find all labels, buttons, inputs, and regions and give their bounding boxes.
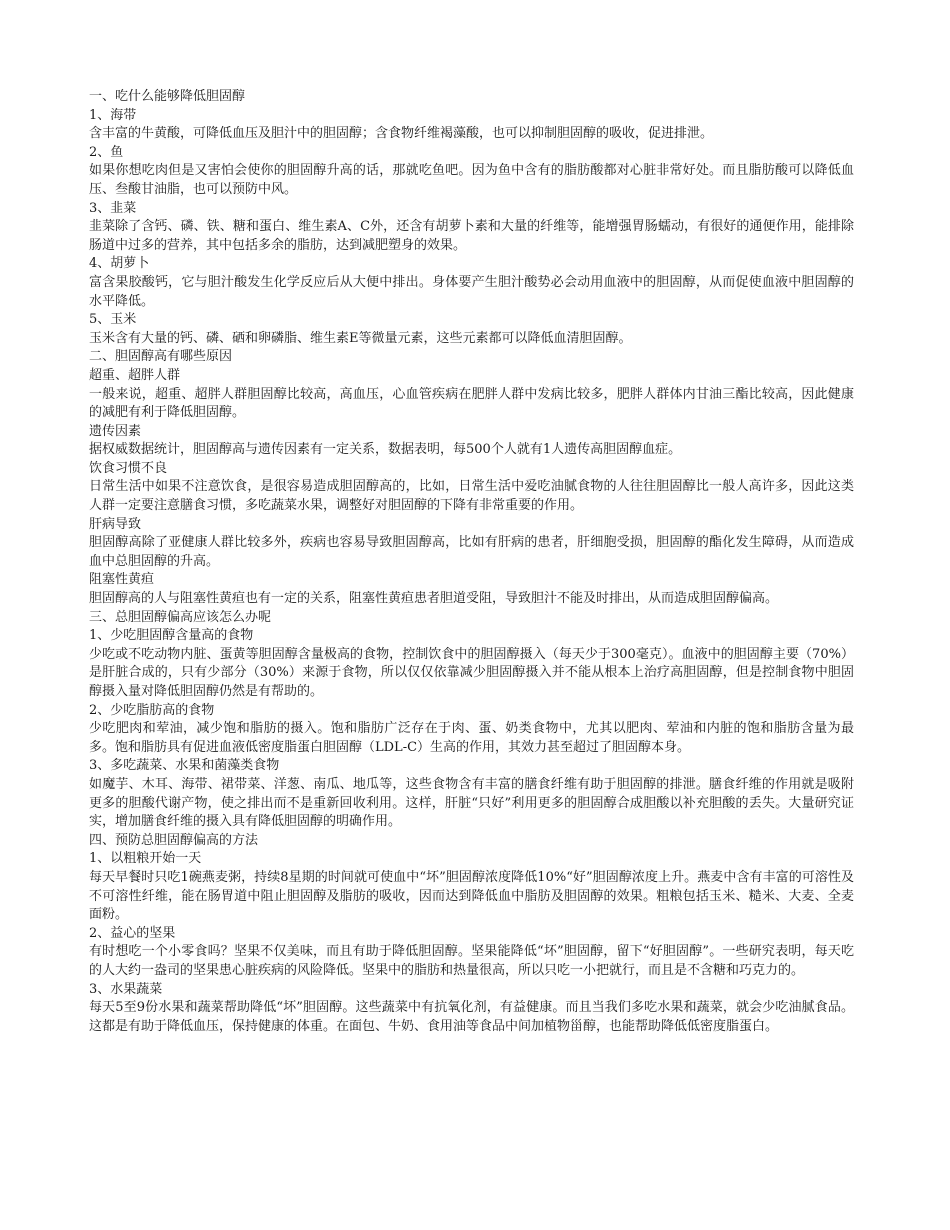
section-heading: 一、吃什么能够降低胆固醇 [89, 89, 246, 104]
paragraph: 如果你想吃肉但是又害怕会使你的胆固醇升高的话，那就吃鱼吧。因为鱼中含有的脂肪酸都对心脏非常好处。而且脂肪酸可以降低血压、叁酸甘油脂，也可以预防中风。 [89, 163, 854, 197]
paragraph: 如魔芋、木耳、海带、裙带菜、洋葱、南瓜、地瓜等，这些食物含有丰富的膳食纤维有助于胆固醇的排泄。膳食纤维的作用就是吸附更多的胆酸代谢产物，使之排出而不是重新回收利用。这样，肝脏“只好”利用更多的胆固醇合成胆酸以补充胆酸的丢失。大量研究证实，增加膳食纤维的摄入具有降低胆固醇的明确作用。 [89, 776, 854, 830]
item-heading: 阻塞性黄疸 [89, 572, 155, 588]
item-heading: 4、胡萝卜 [89, 256, 150, 272]
paragraph: 玉米含有大量的钙、磷、硒和卵磷脂、维生素E等微量元素，这些元素都可以降低血清胆固醇。 [89, 330, 632, 346]
paragraph: 韭菜除了含钙、磷、铁、糖和蛋白、维生素A、C外，还含有胡萝卜素和大量的纤维等，能增强胃肠蠕动，有很好的通便作用，能排除肠道中过多的营养，其中包括多余的脂肪，达到减肥塑身的效果。 [89, 219, 854, 253]
item-heading: 1、少吃胆固醇含量高的食物 [89, 628, 254, 644]
item-heading: 2、少吃脂肪高的食物 [89, 702, 215, 718]
section-heading: 四、预防总胆固醇偏高的方法 [89, 832, 259, 848]
paragraph: 少吃肥肉和荤油，减少饱和脂肪的摄入。饱和脂肪广泛存在于肉、蛋、奶类食物中，尤其以肥肉、荤油和内脏的饱和脂肪含量为最多。饱和脂肪具有促进血液低密度脂蛋白胆固醇（LDL-C）生高的作用，其效力甚至超过了胆固醇本身。 [89, 721, 854, 755]
item-heading: 1、以粗粮开始一天 [89, 851, 202, 867]
paragraph: 日常生活中如果不注意饮食，是很容易造成胆固醇高的，比如，日常生活中爱吃油腻食物的人往往胆固醇比一般人高许多，因此这类人群一定要注意膳食习惯，多吃蔬菜水果，调整好对胆固醇的下降有非常重要的作用。 [89, 479, 854, 514]
item-heading: 2、鱼 [89, 144, 124, 160]
item-heading: 5、玉米 [89, 312, 137, 328]
item-heading: 3、水果蔬菜 [89, 981, 163, 997]
item-heading: 3、多吃蔬菜、水果和菌藻类食物 [89, 758, 280, 774]
paragraph: 胆固醇高除了亚健康人群比较多外，疾病也容易导致胆固醇高，比如有肝病的患者，肝细胞受损，胆固醇的酯化发生障碍，从而造成血中总胆固醇的升高。 [89, 535, 854, 569]
item-heading: 饮食习惯不良 [89, 460, 168, 476]
paragraph: 有时想吃一个小零食吗？坚果不仅美味，而且有助于降低胆固醇。坚果能降低“坏”胆固醇，留下“好胆固醇”。一些研究表明，每天吃的人大约一盎司的坚果患心脏疾病的风险降低。坚果中的脂肪和热量很高，所以只吃一小把就行，而且是不含糖和巧克力的。 [89, 944, 854, 978]
paragraph: 少吃或不吃动物内脏、蛋黄等胆固醇含量极高的食物，控制饮食中的胆固醇摄入（每天少于300毫克）。血液中的胆固醇主要（70%）是肝脏合成的，只有少部分（30%）来源于食物，所以仅仅依靠减少胆固醇摄入并不能从根本上治疗高胆固醇，但是控制食物中胆固醇摄入量对降低胆固醇仍然是有帮助的。 [89, 646, 854, 699]
paragraph: 每天5至9份水果和蔬菜帮助降低“坏”胆固醇。这些蔬菜中有抗氧化剂，有益健康。而且当我们多吃水果和蔬菜，就会少吃油腻食品。这都是有助于降低血压，保持健康的体重。在面包、牛奶、食用油等食品中间加植物甾醇，也能帮助降低低密度脂蛋白。 [89, 1000, 854, 1034]
paragraph: 据权威数据统计，胆固醇高与遗传因素有一定关系，数据表明，每500个人就有1人遗传高胆固醇血症。 [89, 442, 682, 458]
paragraph: 富含果胶酸钙，它与胆汁酸发生化学反应后从大便中排出。身体要产生胆汁酸势必会动用血液中的胆固醇，从而促使血液中胆固醇的水平降低。 [89, 274, 854, 309]
item-heading: 肝病导致 [89, 516, 142, 532]
section-heading: 三、总胆固醇偏高应该怎么办呢 [89, 609, 272, 625]
paragraph: 每天早餐时只吃1碗燕麦粥，持续8星期的时间就可使血中“坏”胆固醇浓度降低10%“好”胆固醇浓度上升。燕麦中含有丰富的可溶性及不可溶性纤维，能在肠胃道中阻止胆固醇及脂肪的吸收，因而达到降低血中脂肪及胆固醇的效果。粗粮包括玉米、糙米、大麦、全麦面粉。 [89, 869, 854, 923]
paragraph: 含丰富的牛黄酸，可降低血压及胆汁中的胆固醇；含食物纤维褐藻酸，也可以抑制胆固醇的吸收，促进排泄。 [89, 126, 714, 142]
paragraph: 一般来说，超重、超胖人群胆固醇比较高，高血压，心血管疾病在肥胖人群中发病比较多，肥胖人群体内甘油三酯比较高，因此健康的减肥有利于降低胆固醇。 [89, 386, 854, 421]
paragraph: 胆固醇高的人与阻塞性黄疸也有一定的关系，阻塞性黄疸患者胆道受阻，导致胆汁不能及时排出，从而造成胆固醇偏高。 [89, 591, 779, 607]
item-heading: 2、益心的坚果 [89, 925, 176, 941]
item-heading: 3、韭菜 [89, 200, 137, 216]
item-heading: 超重、超胖人群 [89, 367, 181, 383]
document-body [89, 88, 854, 1036]
item-heading: 遗传因素 [89, 423, 142, 439]
item-heading: 1、海带 [89, 107, 137, 123]
section-heading: 二、胆固醇高有哪些原因 [89, 349, 233, 365]
